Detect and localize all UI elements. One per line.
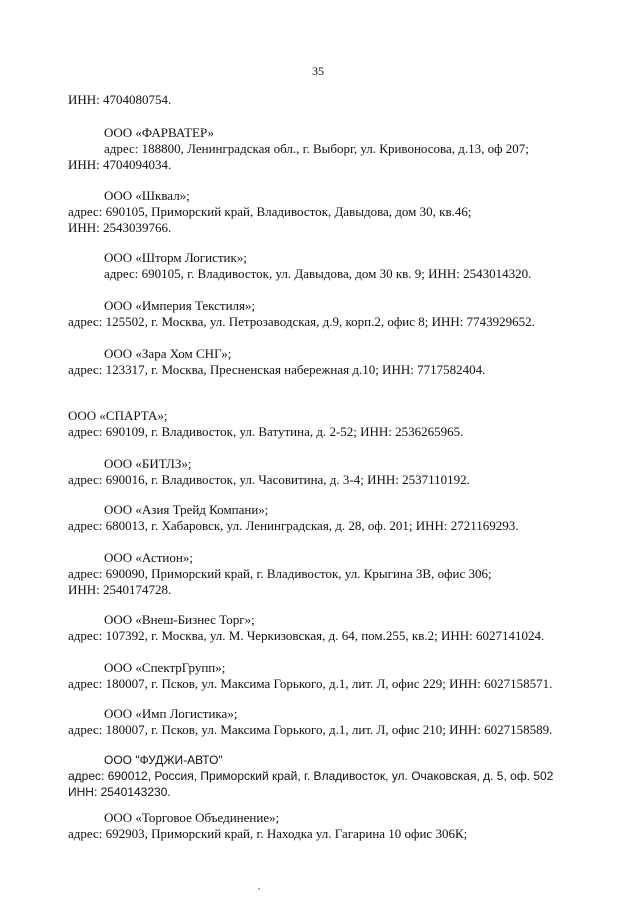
entry-aziya-treid <box>68 502 519 534</box>
company-name: ООО «Шторм Логистик»; <box>104 250 247 265</box>
entry-torgovoe-obedinenie <box>68 810 467 842</box>
inn-line: ИНН: 4704094034. <box>68 157 172 172</box>
company-name: ООО «Внеш-Бизнес Торг»; <box>104 612 255 627</box>
address-line: адрес: 692903, Приморский край, г. Находка ул. Гагарина 10 офис 306К; <box>68 826 468 841</box>
inn-line: ИНН: 2540143230. <box>68 785 171 799</box>
address-line: адрес: 107392, г. Москва, ул. М. Черкизовская, д. 64, пом.255, кв.2; ИНН: 6027141024. <box>68 628 545 643</box>
company-name: ООО «Империя Текстиля»; <box>104 298 256 313</box>
company-name: ООО «ФАРВАТЕР» <box>104 125 215 140</box>
address-line: адрес: 123317, г. Москва, Пресненская набережная д.10; ИНН: 7717582404. <box>68 362 486 377</box>
entry-farvater <box>68 125 529 173</box>
address-line: адрес: 680013, г. Хабаровск, ул. Ленинградская, д. 28, оф. 201; ИНН: 2721169293. <box>68 518 519 533</box>
company-name: ООО «Торговое Объединение»; <box>104 810 280 825</box>
address-line: адрес: 690105, Приморский край, Владивосток, Давыдова, дом 30, кв.46; <box>68 204 472 219</box>
entry-shkval <box>68 188 471 236</box>
address-line: адрес: 690016, г. Владивосток, ул. Часовитина, д. 3-4; ИНН: 2537110192. <box>68 472 470 487</box>
inn-line: ИНН: 4704080754. <box>68 92 172 107</box>
entry-vnesh-biznes-torg <box>68 612 544 644</box>
address-line: адрес: 690105, г. Владивосток, ул. Давыдова, дом 30 кв. 9; ИНН: 2543014320. <box>104 266 532 281</box>
entry-inn-tail <box>68 92 171 108</box>
company-name: ООО «Имп Логистика»; <box>104 706 238 721</box>
page-number: 35 <box>312 64 324 78</box>
address-line: адрес: 180007, г. Псков, ул. Максима Горького, д.1, лит. Л, офис 229; ИНН: 6027158571. <box>68 676 553 691</box>
address-line: адрес: 125502, г. Москва, ул. Петрозаводская, д.9, корп.2, офис 8; ИНН: 7743929652. <box>68 314 535 329</box>
entry-sparta <box>68 408 463 440</box>
address-line: адрес: 180007, г. Псков, ул. Максима Горького, д.1, лит. Л, офис 210; ИНН: 6027158589. <box>68 722 553 737</box>
entry-astion <box>68 550 492 598</box>
company-name: ООО «Шквал»; <box>104 188 190 203</box>
address-line: адрес: 690012, Россия, Приморский край, г. Владивосток, ул. Очаковская, д. 5, оф. 502 <box>68 769 554 783</box>
company-name: ООО «Астион»; <box>104 550 193 565</box>
address-line: адрес: 690090, Приморский край, г. Владивосток, ул. Крыгина 3В, офис 306; <box>68 566 492 581</box>
inn-line: ИНН: 2540174728. <box>68 582 172 597</box>
entry-imperiya-tekstilya <box>68 298 535 330</box>
inn-line: ИНН: 2543039766. <box>68 220 172 235</box>
company-name: ООО «Азия Трейд Компани»; <box>104 502 269 517</box>
entry-fudzhi-avto <box>68 752 553 800</box>
entry-zara-home <box>68 346 485 378</box>
entry-spektr-grupp <box>68 660 552 692</box>
scan-speck <box>258 888 260 890</box>
entry-bitlz <box>68 456 470 488</box>
company-name: ООО "ФУДЖИ-АВТО" <box>104 753 223 767</box>
company-name: ООО «БИТЛЗ»; <box>104 456 192 471</box>
address-line: адрес: 188800, Ленинградская обл., г. Выборг, ул. Кривоносова, д.13, оф 207; <box>104 141 529 156</box>
company-name: ООО «Зара Хом СНГ»; <box>104 346 232 361</box>
address-line: адрес: 690109, г. Владивосток, ул. Ватутина, д. 2-52; ИНН: 2536265965. <box>68 424 464 439</box>
company-name: ООО «СпектрГрупп»; <box>104 660 226 675</box>
company-name: ООО «СПАРТА»; <box>68 408 168 423</box>
entry-imp-logistika <box>68 706 552 738</box>
entry-shtorm-logistik <box>68 250 531 282</box>
